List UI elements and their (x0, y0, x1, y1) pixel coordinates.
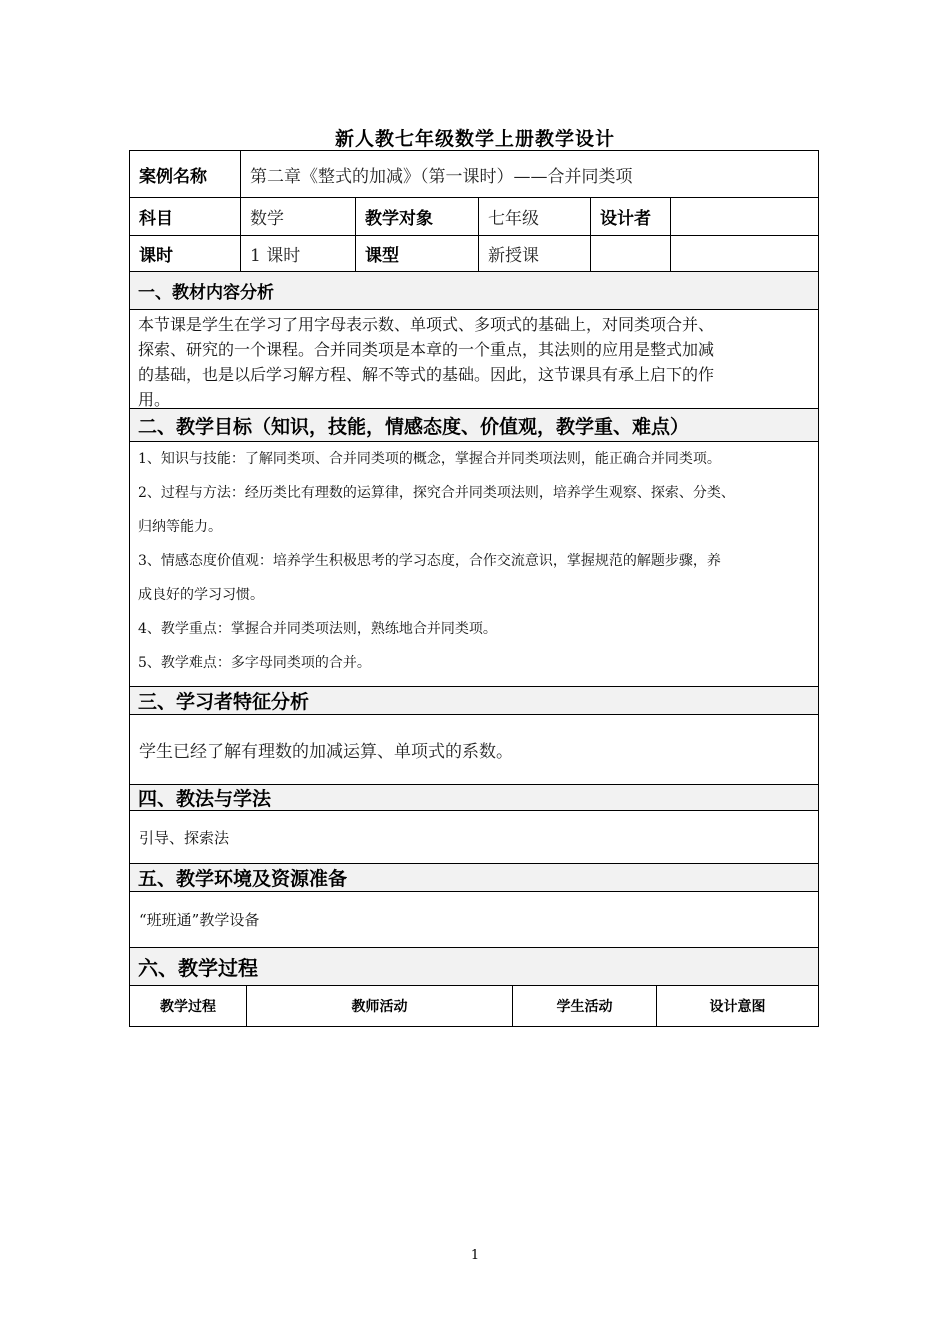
empty-cell (670, 235, 819, 272)
case-value: 第二章《整式的加减》（第一课时）——合并同类项 (240, 150, 819, 198)
text-line: 的基础，也是以后学习解方程、解不等式的基础。因此，这节课具有承上启下的作 (138, 365, 715, 384)
section-3-title: 三、学习者特征分析 (129, 686, 819, 715)
goal-line: 1、知识与技能：了解同类项、合并同类项的概念，掌握合并同类项法则，能正确合并同类项。 (138, 451, 721, 467)
goal-line: 成良好的学习习惯。 (138, 587, 264, 603)
type-label: 课型 (355, 235, 479, 272)
subject-label: 科目 (129, 197, 241, 236)
target-value: 七年级 (478, 197, 591, 236)
subject-row (129, 197, 819, 236)
empty-cell (590, 235, 671, 272)
target-label: 教学对象 (355, 197, 479, 236)
subject-value: 数学 (240, 197, 356, 236)
hours-row (129, 235, 819, 272)
designer-value (670, 197, 819, 236)
section-5-body-row (129, 891, 819, 948)
goal-line: 归纳等能力。 (138, 519, 222, 535)
section-4-body: 引导、探索法 (129, 810, 819, 864)
process-col-stage: 教学过程 (129, 985, 247, 1027)
goal-line: 3、情感态度价值观：培养学生积极思考的学习态度，合作交流意识，掌握规范的解题步骤，养 (138, 553, 721, 569)
case-row (129, 150, 819, 198)
process-col-intent: 设计意图 (656, 985, 819, 1027)
section-5-header-row (129, 863, 819, 892)
section-1-header-row (129, 271, 819, 310)
section-2-body (129, 441, 819, 687)
section-6-title: 六、教学过程 (129, 947, 819, 986)
goal-line: 5、教学难点：多字母同类项的合并。 (138, 655, 371, 671)
text-line: 探索、研究的一个课程。合并同类项是本章的一个重点，其法则的应用是整式加减 (138, 340, 715, 359)
text-line: 本节课是学生在学习了用字母表示数、单项式、多项式的基础上，对同类项合并、 (138, 315, 715, 334)
type-value: 新授课 (478, 235, 591, 272)
hours-label: 课时 (129, 235, 241, 272)
section-3-body: 学生已经了解有理数的加减运算、单项式的系数。 (129, 714, 819, 785)
section-3-header-row (129, 686, 819, 715)
process-header-row (129, 985, 819, 1027)
section-3-body-row (129, 714, 819, 785)
document-title: 新人教七年级数学上册教学设计 (334, 128, 615, 150)
section-2-body-row (129, 441, 819, 687)
section-1-title: 一、教材内容分析 (129, 271, 819, 310)
text-line: 用。 (138, 390, 171, 409)
section-1-body-row (129, 309, 819, 409)
process-col-teacher: 教师活动 (246, 985, 513, 1027)
goal-line: 2、过程与方法：经历类比有理数的运算律，探究合并同类项法则，培养学生观察、探索、分类、 (138, 485, 735, 501)
section-5-title: 五、教学环境及资源准备 (129, 863, 819, 892)
process-col-student: 学生活动 (512, 985, 657, 1027)
designer-label: 设计者 (590, 197, 671, 236)
case-label: 案例名称 (129, 150, 241, 198)
section-5-body: “班班通”教学设备 (129, 891, 819, 948)
section-2-title: 二、教学目标（知识，技能，情感态度、价值观，教学重、难点） (129, 408, 819, 442)
section-2-header-row (129, 408, 819, 442)
section-4-body-row (129, 810, 819, 864)
section-4-header-row (129, 784, 819, 811)
page-number: 1 (470, 1248, 480, 1263)
section-6-header-row (129, 947, 819, 986)
section-1-body (129, 309, 819, 409)
hours-value: 1 课时 (240, 235, 356, 272)
goal-line: 4、教学重点：掌握合并同类项法则，熟练地合并同类项。 (138, 621, 497, 637)
section-4-title: 四、教法与学法 (129, 784, 819, 811)
